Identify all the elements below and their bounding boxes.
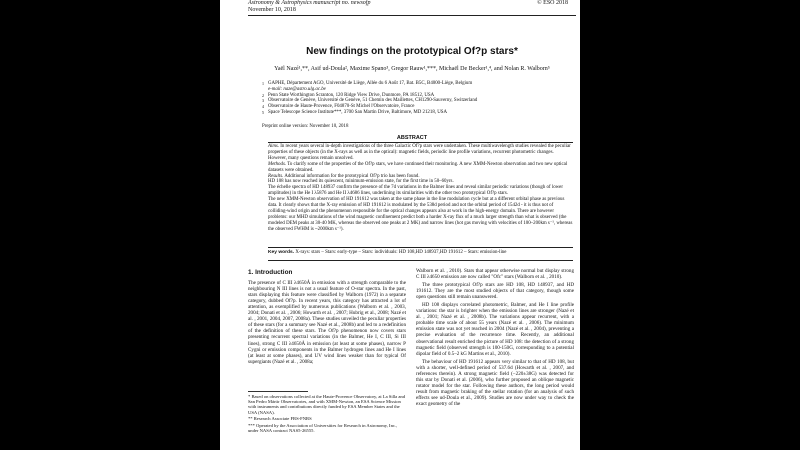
footnote: ** Research Associate FRS-FNRS	[248, 416, 312, 422]
paragraph: The behaviour of HD 191612 appears very similar to that of HD 108, but with a shorter, well-defined period of 537.6d (Howarth et al. , 2007, and references therein). A strong magnetic field (−220±38G) was detected for this star by Donati et al. (2006), who further proposed an oblique magnetic rotator model for the star. Following these authors, the long period would result from magnetic braking of the stellar rotation (for an analysis of such effects see ud-Doula et al., 2009). Studies are now under way to check the exact geometry of the	[416, 358, 574, 407]
left-column	[248, 268, 406, 367]
paragraph: Walborn et al. , 2010). Stars that appear otherwise normal but display strong C III λ4650 emission are now called "Ofc" stars (Walborn et al. , 2010).	[416, 268, 574, 281]
header-rule	[248, 15, 576, 16]
paragraph: HD 108 displays correlated photometric, Balmer, and He I line profile variations: the star is brighter when the emission lines are stronger (Nazé et al. , 2001; Nazé et al. , 2008b). The variations appear recurrent, with a probable time scale of about 55 years (Nazé et al. , 2006). The minimum emission state was not yet reached in 2004 (Nazé et al. , 2004), preventing a precise evaluation of the recurrence time. Recently, an additional observational result enriched the picture of HD 108: the detection of a strong magnetic field (observed strength is 100-150G, corresponding to a potential dipolar field of 0.5–2 kG Martins et al., 2010).	[416, 302, 574, 357]
copyright: © ESO 2018	[537, 0, 568, 6]
abstract-body: Aims. In recent years several in-depth investigations of the three Galactic Of?p stars were undertaken. These multiwavelength studies revealed the peculiar properties of these objects (in the X-rays as well as in the optical): magnetic fields, periodic line profile variations, recurrent photometric changes. However, many questions remain unsolved. Methods. To clarify some of the properties of the Of?p stars, we have continued their monitoring. A new XMM-Newton observation and two new optical datasets were obtained. Results. Additional information for the prototypical Of?p trio has been found. HD 108 has now reached its quiescent, minimum-emission state, for the first time in 50–60yrs. The échelle spectra of HD 148937 confirm the presence of the 7d variations in the Balmer lines and reveal similar periodic variations (though of lower amplitudes) in the He I λ5876 and He II λ4686 lines, underlining its similarities with the other two prototypical Of?p stars. The new XMM-Newton observation of HD 191612 was taken at the same phase in the line modulation cycle but at a different orbital phase as previous data. It clearly shows that the X-ray emission of HD 191612 is modulated by the 538d period and not the orbital period of 1542d - it is thus not of colliding-wind origin and the phenomenon responsible for the optical changes appears also at work in the high-energy domain. There are however problems: our MHD simulations of the wind magnetic confinement predict both a harder X-ray flux of a much larger strength than what is observed (the modeled DEM peaks at 30-40 MK, whereas the observed one peaks at 2 MK) and narrow lines (hot gas moving with velocities of 100–200km s⁻¹, whereas the observed FWHM is ~2000km s⁻¹).	[268, 144, 573, 232]
affiliation: 5 Space Telescope Science Institute***, 3700 San Martin Drive, Baltimore, MD 21218, USA	[262, 109, 447, 115]
paper-page	[220, 0, 580, 450]
journal-name: Astronomy & Astrophysics manuscript no. newsofp	[248, 0, 371, 6]
affiliation: 1 GAPHE, Département AGO, Université de Liège, Allée du 6 Août 17, Bat. B5C, B4000-Liège, Belgium	[262, 81, 473, 86]
footnotes	[248, 394, 406, 435]
paragraph: The presence of C III λ4650Å in emission with a strength comparable to the neighbouring N III lines is not a usual feature of O-star spectra. In the past, stars displaying this feature were classified by Walborn (1972) in a separate category, dubbed Of?p. In recent years, this category has attracted a lot of attention, as exemplified by numerous publications (Walborn et al. , 2003, 2004; Donati et al. , 2006; Howarth et al. , 2007; Hubrig et al., 2008; Nazé et al. , 2001, 2004, 2007, 2008a). These studies unveiled the peculiar properties of these stars (for a summary see Nazé et al., 2008b) and led to a redefinition of the definition of these stars. The Of?p phenomenon now covers stars presenting recurrent spectral variations (in the Balmer, He I, C III, Si III lines), strong C III λ4650Å in emission (at least at some phases), narrow P Cygni or emission components in the Balmer hydrogen lines and He I lines (at least at some phases), and UV wind lines weaker than for typical Of supergiants (Nazé et al. , 2008a;	[248, 280, 406, 365]
keywords-rule	[268, 260, 573, 261]
affiliation-email: e-mail: naze@astro.ulg.ac.be	[268, 86, 326, 92]
manuscript-date: November 10, 2018	[248, 6, 296, 13]
right-column	[416, 268, 574, 409]
affiliations	[262, 81, 572, 116]
journal-header	[248, 0, 370, 13]
keywords: Key words. X-rays: stars – Stars: early-type – Stars: individuals: HD 108,HD 148937,HD 191612 – Stars: emission-line	[268, 250, 507, 255]
section-heading: 1. Introduction	[248, 269, 293, 276]
footnote: * Based on observations collected at the Haute-Provence Observatory, at La Silla and San Pedro Mártir Observatories, and with XMM-Newton, an ESA Science Mission with instruments and contributions directly funded by ESA Member States and the USA (NASA).	[248, 394, 405, 415]
preprint-date: Preprint online version: November 10, 2018	[262, 124, 349, 129]
affiliation: 3 Observatoire de Genève, Université de Genève, 51 Chemin des Maillettes, CH1290-Sauverny, Switzerland	[262, 98, 478, 104]
abstract-rule-top	[268, 142, 573, 143]
affiliation: 2 Penn State Worthington Scranton, 120 Ridge View Drive, Dunmore, PA 18512, USA	[262, 92, 435, 98]
paragraph: The three prototypical Of?p stars are HD 108, HD 148937, and HD 191612. They are the most studied objects of that category, though some open questions still remain unanswered.	[416, 282, 574, 301]
paper-title: New findings on the prototypical Of?p stars*	[306, 46, 518, 57]
affiliation: 4 Observatoire de Haute-Provence, F04870-St Michel l'Observatoire, France	[262, 104, 415, 110]
author-list: Yaël Nazé¹,**, Asif ud-Doula², Maxime Spano³, Gregor Rauw¹,***, Michaël De Becker¹,⁴, and Nolan R. Walborn⁵	[274, 66, 550, 72]
footnote-rule	[248, 391, 308, 392]
abstract-heading: ABSTRACT	[396, 135, 428, 141]
abstract-rule-bottom	[268, 247, 573, 248]
footnote: *** Operated by the Association of Universities for Research in Astronomy, Inc., under NASA contract NAS5-26555.	[248, 423, 398, 434]
